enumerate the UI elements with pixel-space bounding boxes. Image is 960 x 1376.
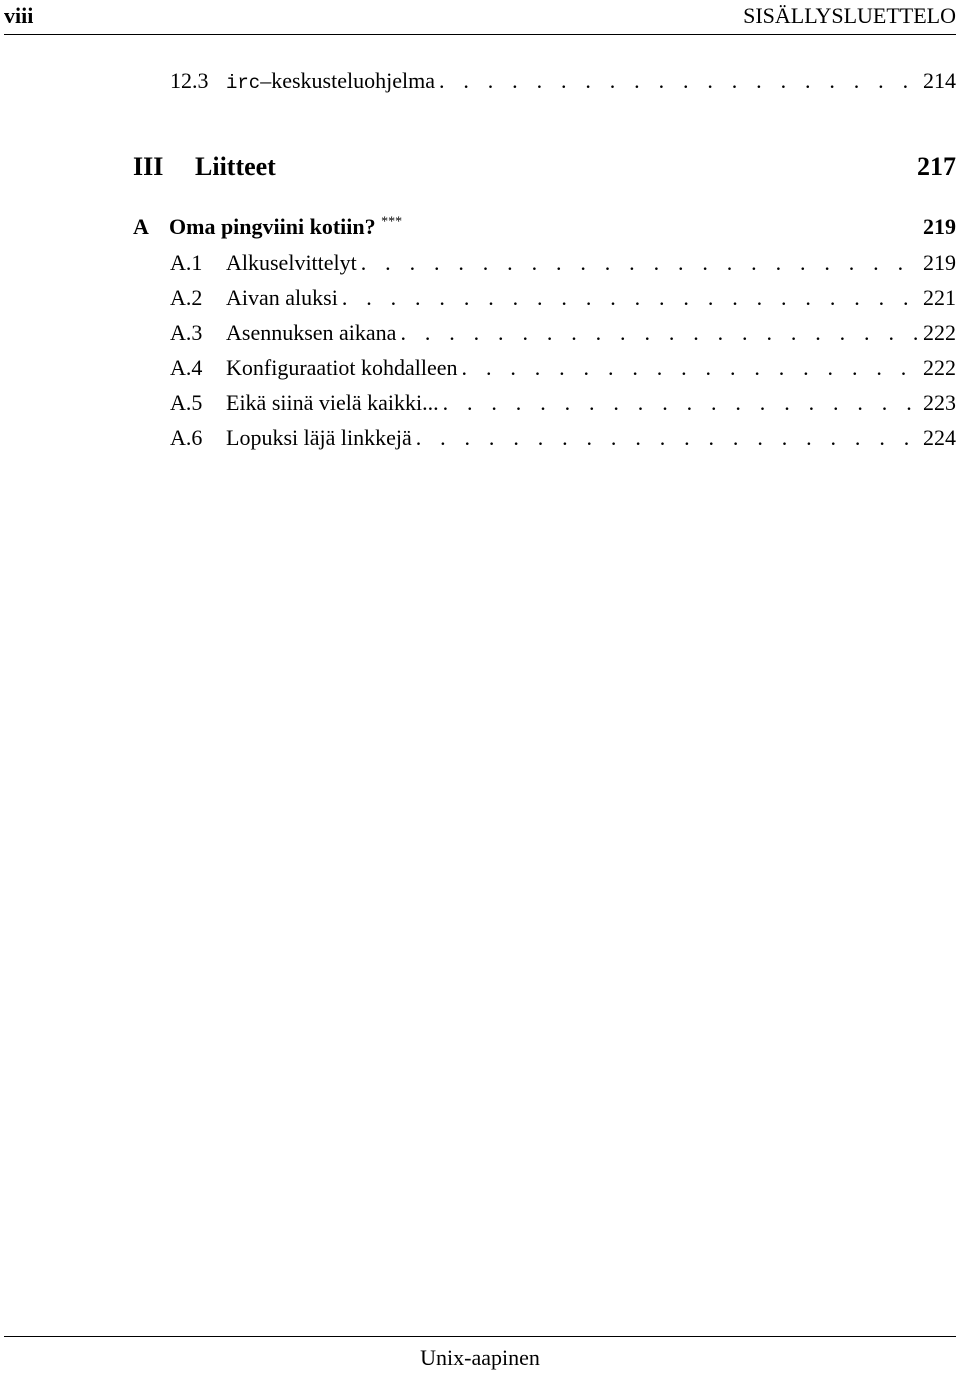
section-number: A.3 [170,320,203,345]
section-title: Eikä siinä vielä kaikki... [226,390,439,415]
section-number: A.2 [170,285,203,310]
toc-entry-a5[interactable] [170,390,956,418]
page-ref: 222 [923,320,956,345]
page-ref: 224 [923,425,956,450]
page-number: viii [4,3,34,28]
dot-leader [412,425,923,451]
section-title: Lopuksi läjä linkkejä [226,425,412,450]
toc-entry-12-3[interactable] [170,68,956,96]
section-title: Alkuselvittelyt [226,250,357,275]
difficulty-stars: *** [381,214,403,230]
dot-leader [396,320,923,346]
page-ref: 221 [923,285,956,310]
page-ref: 222 [923,355,956,380]
toc-entry-a4[interactable] [170,355,956,383]
section-number: 12.3 [170,68,209,93]
dot-leader [338,285,923,311]
toc-entry-a1[interactable] [170,250,956,278]
running-title: SISÄLLYSLUETTELO [743,3,956,28]
footer-rule [4,1336,956,1337]
toc-entry-a6[interactable] [170,425,956,453]
page-header [4,0,956,35]
chapter-title [169,214,923,240]
section-title [226,68,435,94]
section-number: A.1 [170,250,203,275]
toc-chapter-a[interactable] [133,214,956,240]
section-title: Aivan aluksi [226,285,338,310]
chapter-number: A [133,214,149,239]
dot-leader [458,355,923,381]
page-ref: 214 [923,68,956,93]
section-number: A.6 [170,425,203,450]
section-number: A.5 [170,390,203,415]
section-number: A.4 [170,355,203,380]
chapter-title-text: Oma pingviini kotiin? [169,214,376,239]
dot-leader [439,390,923,416]
section-title-rest: –keskusteluohjelma [260,68,435,93]
toc-part-iii[interactable] [133,152,956,182]
section-title: Konfiguraatiot kohdalleen [226,355,458,380]
page-ref: 219 [923,250,956,275]
footer-book-title: Unix-aapinen [420,1345,540,1370]
toc-entry-a2[interactable] [170,285,956,313]
chapter-page-ref: 219 [923,214,956,239]
part-number: III [133,152,164,181]
toc-entry-a3[interactable] [170,320,956,348]
dot-leader [357,250,923,276]
section-title-command: irc [226,72,261,94]
section-title: Asennuksen aikana [226,320,397,345]
part-page-ref: 217 [917,152,956,181]
part-title: Liitteet [195,152,276,181]
dot-leader [435,68,923,94]
page-ref: 223 [923,390,956,415]
